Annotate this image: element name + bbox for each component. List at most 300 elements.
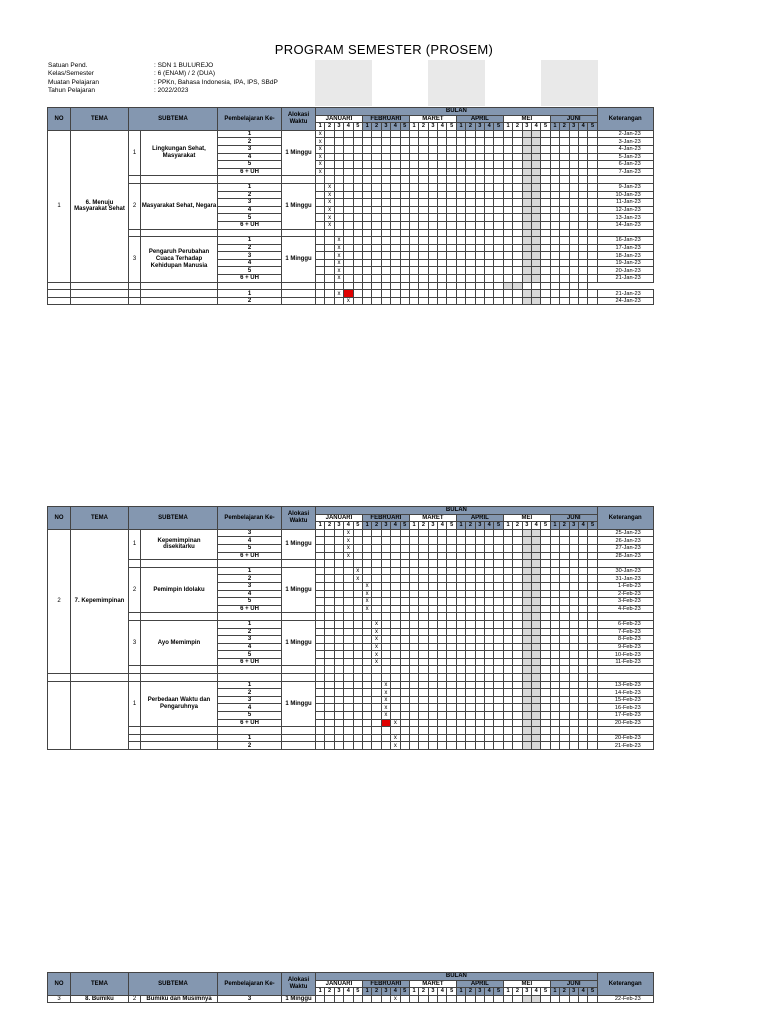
week-cell xyxy=(485,712,494,720)
week-cell xyxy=(316,590,325,598)
week-cell xyxy=(372,742,381,750)
week-cell xyxy=(560,244,569,252)
week-cell xyxy=(372,214,381,222)
week-cell xyxy=(325,620,334,628)
week-number: 5 xyxy=(541,123,550,131)
week-cell xyxy=(353,636,362,644)
week-cell xyxy=(419,590,428,598)
week-cell xyxy=(456,552,465,560)
week-cell xyxy=(456,582,465,590)
week-cell xyxy=(325,259,334,267)
week-cell xyxy=(372,130,381,138)
blank xyxy=(48,290,71,298)
week-cell xyxy=(569,613,578,621)
week-cell xyxy=(325,742,334,750)
week-cell xyxy=(353,598,362,606)
week-cell xyxy=(522,221,531,229)
week-cell xyxy=(391,290,400,298)
week-cell xyxy=(316,742,325,750)
week-cell xyxy=(466,297,475,305)
week-cell xyxy=(438,529,447,537)
week-cell xyxy=(344,275,353,283)
week-cell xyxy=(513,275,522,283)
week-cell xyxy=(334,537,343,545)
week-cell xyxy=(400,206,409,214)
week-cell xyxy=(428,529,437,537)
week-cell xyxy=(503,651,512,659)
week-cell xyxy=(475,282,484,290)
week-cell xyxy=(513,252,522,260)
blank xyxy=(141,297,218,305)
week-cell xyxy=(362,267,371,275)
schedule-mark: x xyxy=(372,620,381,628)
week-cell xyxy=(456,138,465,146)
schedule-mark: x xyxy=(344,529,353,537)
week-cell xyxy=(419,145,428,153)
week-cell xyxy=(475,537,484,545)
week-cell xyxy=(400,658,409,666)
week-cell xyxy=(522,727,531,735)
week-cell xyxy=(447,704,456,712)
week-cell xyxy=(325,552,334,560)
week-cell xyxy=(325,138,334,146)
tema-name: 7. Kepemimpinan xyxy=(71,529,129,673)
week-cell xyxy=(362,275,371,283)
pembelajaran-ke: 6 + UH xyxy=(218,605,282,613)
week-cell xyxy=(344,199,353,207)
week-cell xyxy=(522,191,531,199)
week-cell xyxy=(428,153,437,161)
week-cell xyxy=(447,267,456,275)
week-cell xyxy=(485,297,494,305)
week-cell xyxy=(475,575,484,583)
week-cell xyxy=(344,727,353,735)
week-cell xyxy=(569,651,578,659)
week-cell xyxy=(466,651,475,659)
week-cell xyxy=(494,560,503,568)
week-cell xyxy=(428,191,437,199)
week-cell xyxy=(531,544,540,552)
week-cell xyxy=(456,544,465,552)
week-cell xyxy=(325,628,334,636)
week-cell xyxy=(513,183,522,191)
week-cell xyxy=(381,282,390,290)
week-cell xyxy=(578,552,587,560)
week-cell xyxy=(400,237,409,245)
week-cell xyxy=(334,643,343,651)
week-cell xyxy=(456,651,465,659)
week-cell xyxy=(522,995,531,1003)
week-cell xyxy=(316,620,325,628)
week-cell xyxy=(569,297,578,305)
week-number: 2 xyxy=(560,522,569,530)
week-cell xyxy=(503,575,512,583)
week-cell xyxy=(372,590,381,598)
schedule-mark: x xyxy=(325,199,334,207)
week-cell xyxy=(494,282,503,290)
week-cell xyxy=(334,712,343,720)
week-cell xyxy=(409,628,418,636)
week-cell xyxy=(316,628,325,636)
week-cell xyxy=(381,199,390,207)
week-cell xyxy=(381,613,390,621)
week-cell xyxy=(513,199,522,207)
week-cell xyxy=(513,628,522,636)
week-cell xyxy=(588,168,597,176)
week-cell xyxy=(513,153,522,161)
week-cell xyxy=(550,544,559,552)
week-cell xyxy=(541,176,550,184)
week-cell xyxy=(428,130,437,138)
week-cell xyxy=(475,620,484,628)
week-cell xyxy=(588,176,597,184)
week-cell xyxy=(428,727,437,735)
week-cell xyxy=(485,651,494,659)
week-cell xyxy=(531,567,540,575)
header-pembelajaran: Pembelajaran Ke- xyxy=(218,973,282,996)
week-cell xyxy=(334,130,343,138)
week-cell xyxy=(409,734,418,742)
week-cell xyxy=(391,259,400,267)
week-cell xyxy=(513,719,522,727)
week-cell xyxy=(541,297,550,305)
week-cell xyxy=(475,613,484,621)
week-cell xyxy=(282,282,316,290)
week-cell xyxy=(513,176,522,184)
week-cell xyxy=(503,719,512,727)
week-cell xyxy=(353,689,362,697)
highlight-cell xyxy=(344,290,353,298)
week-cell xyxy=(372,567,381,575)
pembelajaran-ke: 2 xyxy=(218,191,282,199)
week-cell xyxy=(485,537,494,545)
week-cell xyxy=(494,138,503,146)
keterangan-date: 10-Jan-23 xyxy=(597,191,653,199)
week-cell xyxy=(419,628,428,636)
week-number: 4 xyxy=(438,123,447,131)
week-cell xyxy=(513,537,522,545)
week-cell xyxy=(475,590,484,598)
week-cell xyxy=(578,214,587,222)
week-cell xyxy=(531,529,540,537)
schedule-mark: x xyxy=(381,704,390,712)
week-cell xyxy=(578,613,587,621)
week-cell xyxy=(353,995,362,1003)
week-cell xyxy=(353,613,362,621)
week-cell xyxy=(522,666,531,674)
week-cell xyxy=(428,643,437,651)
week-cell xyxy=(325,537,334,545)
week-cell xyxy=(550,252,559,260)
week-cell xyxy=(560,681,569,689)
schedule-mark: x xyxy=(344,537,353,545)
keterangan-date: 11-Feb-23 xyxy=(597,658,653,666)
pembelajaran-ke: 1 xyxy=(218,130,282,138)
week-cell xyxy=(569,689,578,697)
week-cell xyxy=(447,252,456,260)
blank xyxy=(129,229,141,237)
blank xyxy=(129,282,141,290)
blank xyxy=(141,560,218,568)
pembelajaran-ke: 5 xyxy=(218,651,282,659)
week-cell xyxy=(522,237,531,245)
week-cell xyxy=(316,176,325,184)
week-cell xyxy=(578,643,587,651)
week-cell xyxy=(428,689,437,697)
week-cell xyxy=(494,267,503,275)
week-cell xyxy=(409,145,418,153)
spacer-row xyxy=(48,666,654,674)
week-cell xyxy=(334,567,343,575)
week-cell xyxy=(400,168,409,176)
week-cell xyxy=(344,229,353,237)
week-cell xyxy=(560,199,569,207)
week-cell xyxy=(456,529,465,537)
week-cell xyxy=(560,658,569,666)
week-cell xyxy=(588,221,597,229)
week-cell xyxy=(400,252,409,260)
week-cell xyxy=(316,995,325,1003)
week-cell xyxy=(438,696,447,704)
week-cell xyxy=(569,742,578,750)
week-cell xyxy=(485,719,494,727)
keterangan-date: 8-Feb-23 xyxy=(597,636,653,644)
week-cell xyxy=(588,199,597,207)
header-subtema: SUBTEMA xyxy=(129,973,218,996)
week-cell xyxy=(503,620,512,628)
week-cell xyxy=(447,161,456,169)
week-cell xyxy=(316,734,325,742)
week-cell xyxy=(560,191,569,199)
week-cell xyxy=(409,221,418,229)
week-cell xyxy=(485,742,494,750)
week-cell xyxy=(485,598,494,606)
blank xyxy=(282,613,316,621)
week-cell xyxy=(325,176,334,184)
week-cell xyxy=(531,130,540,138)
week-cell xyxy=(541,666,550,674)
week-cell xyxy=(419,666,428,674)
week-cell xyxy=(381,259,390,267)
week-cell xyxy=(531,206,540,214)
pembelajaran-ke: 2 xyxy=(218,628,282,636)
week-number: 4 xyxy=(531,522,540,530)
week-cell xyxy=(475,567,484,575)
month-februari: FEBRUARI xyxy=(362,514,409,522)
week-cell xyxy=(362,734,371,742)
week-cell xyxy=(372,560,381,568)
keterangan-date: 14-Jan-23 xyxy=(597,221,653,229)
week-cell xyxy=(578,138,587,146)
week-cell xyxy=(466,643,475,651)
schedule-mark: x xyxy=(353,567,362,575)
schedule-mark: x xyxy=(316,138,325,146)
pembelajaran-ke: 4 xyxy=(218,259,282,267)
week-cell xyxy=(466,712,475,720)
week-number: 1 xyxy=(316,123,325,131)
week-number: 3 xyxy=(381,988,390,996)
week-cell xyxy=(391,206,400,214)
week-cell xyxy=(541,560,550,568)
week-cell xyxy=(353,176,362,184)
schedule-mark: x xyxy=(372,628,381,636)
week-cell xyxy=(438,620,447,628)
week-cell xyxy=(494,658,503,666)
week-cell xyxy=(531,237,540,245)
header-no: NO xyxy=(48,108,71,131)
week-number: 3 xyxy=(569,988,578,996)
week-cell xyxy=(409,153,418,161)
keterangan-date: 5-Jan-23 xyxy=(597,153,653,161)
week-cell xyxy=(344,651,353,659)
week-cell xyxy=(400,666,409,674)
week-cell xyxy=(531,696,540,704)
week-cell xyxy=(400,704,409,712)
week-cell xyxy=(344,237,353,245)
week-cell xyxy=(578,275,587,283)
week-cell xyxy=(447,229,456,237)
week-cell xyxy=(419,995,428,1003)
week-cell xyxy=(316,214,325,222)
header-alokasi: Alokasi Waktu xyxy=(282,108,316,131)
week-cell xyxy=(438,636,447,644)
week-cell xyxy=(419,643,428,651)
blank xyxy=(597,666,653,674)
week-cell xyxy=(438,290,447,298)
week-cell xyxy=(409,727,418,735)
month-april: APRIL xyxy=(456,115,503,123)
week-cell xyxy=(428,719,437,727)
week-cell xyxy=(588,145,597,153)
blank xyxy=(141,290,218,298)
week-cell xyxy=(494,651,503,659)
week-cell xyxy=(485,282,494,290)
schedule-mark: x xyxy=(344,544,353,552)
week-number: 1 xyxy=(456,522,465,530)
week-cell xyxy=(569,237,578,245)
week-cell xyxy=(569,712,578,720)
week-number: 2 xyxy=(372,123,381,131)
week-cell xyxy=(344,620,353,628)
week-cell xyxy=(334,727,343,735)
week-cell xyxy=(485,696,494,704)
week-cell xyxy=(447,719,456,727)
week-cell xyxy=(466,138,475,146)
week-cell xyxy=(325,130,334,138)
week-cell xyxy=(409,689,418,697)
week-number: 1 xyxy=(409,522,418,530)
subtema-name: Perbedaan Waktu dan Pengaruhnya xyxy=(141,681,218,727)
header-bulan: BULAN xyxy=(316,507,598,515)
week-cell xyxy=(475,221,484,229)
week-cell xyxy=(560,582,569,590)
week-cell xyxy=(325,567,334,575)
week-cell xyxy=(466,252,475,260)
week-number: 4 xyxy=(344,988,353,996)
week-cell xyxy=(438,674,447,682)
week-cell xyxy=(522,168,531,176)
week-cell xyxy=(503,696,512,704)
week-cell xyxy=(456,206,465,214)
week-cell xyxy=(428,628,437,636)
week-cell xyxy=(400,742,409,750)
week-cell xyxy=(438,244,447,252)
week-cell xyxy=(485,544,494,552)
subtema-name: Lingkungan Sehat, Masyarakat xyxy=(141,130,218,176)
week-cell xyxy=(531,290,540,298)
week-cell xyxy=(456,712,465,720)
week-cell xyxy=(494,567,503,575)
month-februari: FEBRUARI xyxy=(362,980,409,988)
week-cell xyxy=(522,620,531,628)
week-cell xyxy=(494,582,503,590)
week-cell xyxy=(541,221,550,229)
week-cell xyxy=(428,666,437,674)
week-cell xyxy=(522,719,531,727)
week-cell xyxy=(438,168,447,176)
week-cell xyxy=(531,658,540,666)
blank xyxy=(282,290,316,298)
week-cell xyxy=(522,689,531,697)
week-cell xyxy=(560,575,569,583)
week-cell xyxy=(391,582,400,590)
week-cell xyxy=(541,719,550,727)
week-cell xyxy=(381,176,390,184)
pembelajaran-ke: 5 xyxy=(218,214,282,222)
week-cell xyxy=(503,544,512,552)
week-cell xyxy=(381,582,390,590)
week-cell xyxy=(494,214,503,222)
alokasi-waktu: 1 Minggu xyxy=(282,681,316,727)
week-cell xyxy=(400,552,409,560)
week-cell xyxy=(466,552,475,560)
week-cell xyxy=(569,727,578,735)
week-cell xyxy=(485,259,494,267)
schedule-mark: x xyxy=(381,689,390,697)
alokasi-waktu: 1 Minggu xyxy=(282,995,316,1003)
week-cell xyxy=(344,704,353,712)
keterangan-date: 26-Jan-23 xyxy=(597,537,653,545)
week-cell xyxy=(391,598,400,606)
week-cell xyxy=(485,168,494,176)
week-cell xyxy=(362,704,371,712)
week-cell xyxy=(522,651,531,659)
week-cell xyxy=(428,161,437,169)
week-cell xyxy=(391,191,400,199)
week-cell xyxy=(522,259,531,267)
week-cell xyxy=(503,297,512,305)
week-cell xyxy=(447,199,456,207)
week-cell xyxy=(578,704,587,712)
week-cell xyxy=(569,214,578,222)
schedule-mark: x xyxy=(381,681,390,689)
week-cell xyxy=(531,297,540,305)
week-cell xyxy=(409,666,418,674)
table-row xyxy=(48,742,654,750)
week-cell xyxy=(316,259,325,267)
blank xyxy=(597,229,653,237)
week-cell xyxy=(475,995,484,1003)
week-cell xyxy=(409,275,418,283)
week-number: 4 xyxy=(391,522,400,530)
week-cell xyxy=(503,191,512,199)
schedule-mark: x xyxy=(391,719,400,727)
week-cell xyxy=(372,282,381,290)
week-cell xyxy=(456,674,465,682)
header-tema: TEMA xyxy=(71,973,129,996)
week-cell xyxy=(456,628,465,636)
week-cell xyxy=(316,636,325,644)
